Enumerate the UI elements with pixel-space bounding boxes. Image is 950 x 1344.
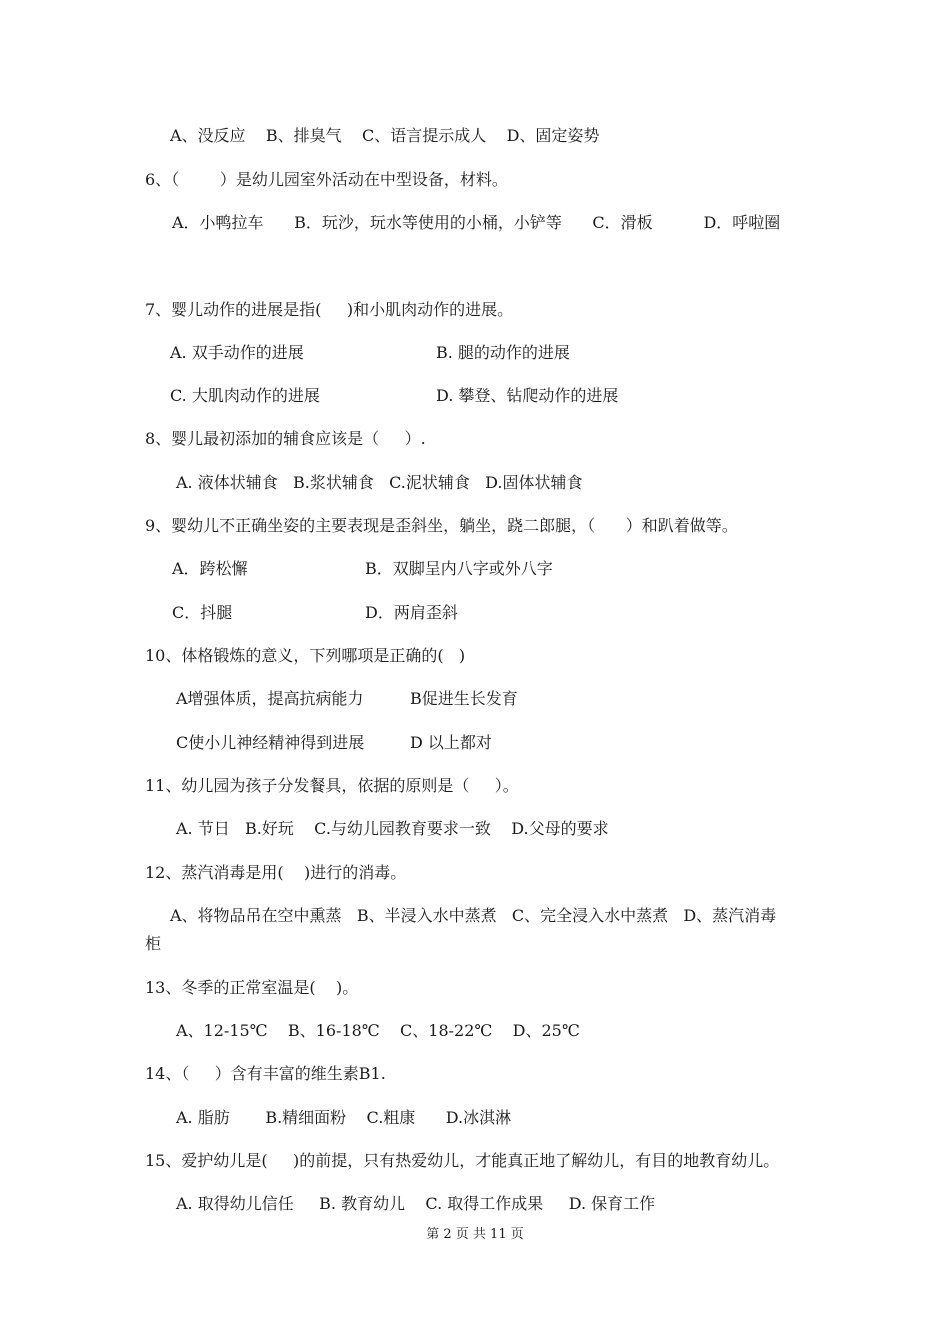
q7-option-d: D. 攀登、钻爬动作的进展 — [436, 386, 619, 405]
q12-stem: 12、蒸汽消毒是用( )进行的消毒。 — [145, 863, 407, 882]
q8-options: A. 液体状辅食 B.浆状辅食 C.泥状辅食 D.固体状辅食 — [176, 473, 583, 492]
q10-option-b: B促进生长发育 — [410, 689, 518, 708]
q6-stem: 6、（ ）是幼儿园室外活动在中型设备，材料。 — [145, 170, 508, 189]
q11-stem: 11、幼儿园为孩子分发餐具，依据的原则是（ ）。 — [145, 776, 519, 795]
q7-option-b: B. 腿的动作的进展 — [436, 343, 570, 362]
q10-stem: 10、体格锻炼的意义，下列哪项是正确的( ) — [145, 646, 466, 665]
q9-option-d: D．两肩歪斜 — [365, 603, 458, 622]
q5-options: A、没反应 B、排臭气 C、语言提示成人 D、固定姿势 — [170, 126, 600, 145]
q9-option-c: C．抖腿 — [172, 603, 233, 622]
q12-options-wrap: 柜 — [145, 934, 162, 953]
q7-option-a: A. 双手动作的进展 — [170, 343, 304, 362]
q12-options: A、将物品吊在空中熏蒸 B、半浸入水中蒸煮 C、完全浸入水中蒸煮 D、蒸汽消毒 — [170, 906, 777, 925]
q9-option-b: B．双脚呈内八字或外八字 — [365, 559, 553, 578]
q10-option-a: A增强体质，提高抗病能力 — [176, 689, 364, 708]
q9-option-a: A．跨松懈 — [172, 559, 248, 578]
q11-options: A. 节日 B.好玩 C.与幼儿园教育要求一致 D.父母的要求 — [176, 819, 609, 838]
q8-stem: 8、婴儿最初添加的辅食应该是（ ）. — [145, 429, 426, 448]
q14-options: A. 脂肪 B.精细面粉 C.粗康 D.冰淇淋 — [176, 1108, 512, 1127]
q10-option-d: D 以上都对 — [410, 733, 492, 752]
q9-stem: 9、婴幼儿不正确坐姿的主要表现是歪斜坐，躺坐，跷二郎腿，（ ）和趴着做等。 — [145, 516, 738, 535]
q7-stem: 7、婴儿动作的进展是指( )和小肌肉动作的进展。 — [145, 300, 514, 319]
q13-options: A、12-15℃ B、16-18℃ C、18-22℃ D、25℃ — [176, 1021, 580, 1040]
q6-options: A．小鸭拉车 B．玩沙，玩水等使用的小桶，小铲等 C．滑板 D．呼啦圈 — [172, 213, 781, 232]
q15-stem: 15、爱护幼儿是( )的前提，只有热爱幼儿，才能真正地了解幼儿，有目的地教育幼儿。 — [145, 1151, 780, 1170]
page-footer: 第 2 页 共 11 页 — [426, 1227, 524, 1242]
q13-stem: 13、冬季的正常室温是( )。 — [145, 978, 359, 997]
q10-option-c: C使小儿神经精神得到进展 — [176, 733, 365, 752]
q14-stem: 14、（ ）含有丰富的维生素B1. — [145, 1064, 386, 1083]
q7-option-c: C. 大肌肉动作的进展 — [170, 386, 320, 405]
q15-options: A. 取得幼儿信任 B. 教育幼儿 C. 取得工作成果 D. 保育工作 — [176, 1194, 656, 1213]
